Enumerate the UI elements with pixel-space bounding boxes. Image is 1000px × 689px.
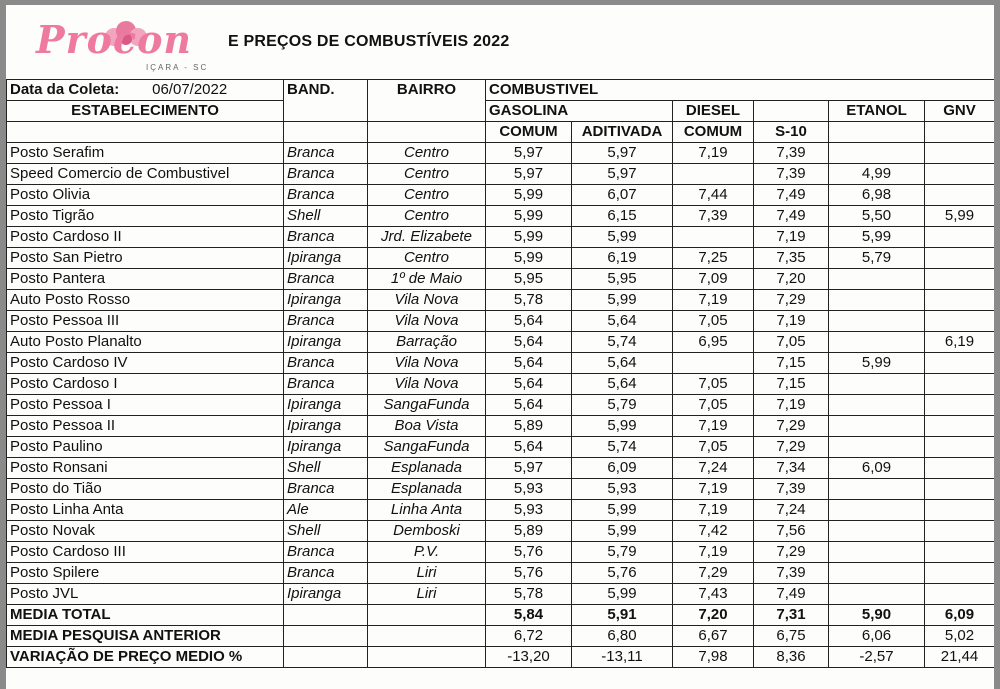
diesel-comum-header: COMUM — [673, 122, 754, 143]
station-bairro: Boa Vista — [368, 416, 486, 437]
price-gnv — [925, 248, 995, 269]
price-s10: 7,15 — [754, 374, 829, 395]
price-s10: 7,24 — [754, 500, 829, 521]
price-gnv — [925, 521, 995, 542]
price-etanol — [829, 437, 925, 458]
price-comum: 5,64 — [486, 353, 572, 374]
price-etanol — [829, 521, 925, 542]
station-name: Auto Posto Rosso — [7, 290, 284, 311]
media-total-row-gnv: 6,09 — [925, 605, 995, 626]
price-gnv — [925, 374, 995, 395]
station-name: Posto Pessoa I — [7, 395, 284, 416]
media-total-row-comum: 5,84 — [486, 605, 572, 626]
station-bairro: Centro — [368, 143, 486, 164]
station-band: Ipiranga — [284, 416, 368, 437]
price-s10: 7,29 — [754, 416, 829, 437]
price-gnv — [925, 143, 995, 164]
price-gnv — [925, 269, 995, 290]
media-anterior-row — [7, 626, 995, 647]
price-s10: 7,49 — [754, 206, 829, 227]
station-band: Ale — [284, 500, 368, 521]
station-bairro: Centro — [368, 185, 486, 206]
price-comum: 5,64 — [486, 395, 572, 416]
empty-cell — [368, 122, 486, 143]
station-bairro: Demboski — [368, 521, 486, 542]
header-row-2 — [7, 101, 995, 122]
station-bairro: SangaFunda — [368, 395, 486, 416]
bairro-header: BAIRRO — [368, 80, 486, 122]
price-aditivada: 6,15 — [572, 206, 673, 227]
price-gnv: 6,19 — [925, 332, 995, 353]
table-row — [7, 269, 995, 290]
price-s10: 7,19 — [754, 395, 829, 416]
price-s10: 7,39 — [754, 563, 829, 584]
price-comum: 5,99 — [486, 248, 572, 269]
variacao-row-diesel: 7,98 — [673, 647, 754, 668]
station-bairro: Esplanada — [368, 458, 486, 479]
station-name: Posto Cardoso II — [7, 227, 284, 248]
station-name: Posto Pantera — [7, 269, 284, 290]
station-band: Branca — [284, 185, 368, 206]
price-etanol: 5,79 — [829, 248, 925, 269]
station-band: Ipiranga — [284, 290, 368, 311]
price-aditivada: 6,07 — [572, 185, 673, 206]
station-bairro: Barração — [368, 332, 486, 353]
station-bairro: Vila Nova — [368, 374, 486, 395]
price-gnv — [925, 416, 995, 437]
table-row — [7, 437, 995, 458]
price-etanol — [829, 416, 925, 437]
price-aditivada: 5,97 — [572, 143, 673, 164]
price-diesel: 7,25 — [673, 248, 754, 269]
price-aditivada: 5,79 — [572, 395, 673, 416]
price-gnv — [925, 437, 995, 458]
station-band: Branca — [284, 563, 368, 584]
price-diesel: 7,39 — [673, 206, 754, 227]
station-band: Ipiranga — [284, 395, 368, 416]
price-comum: 5,64 — [486, 437, 572, 458]
price-s10: 7,56 — [754, 521, 829, 542]
price-aditivada: 5,64 — [572, 311, 673, 332]
price-comum: 5,64 — [486, 332, 572, 353]
price-comum: 5,93 — [486, 500, 572, 521]
station-band: Ipiranga — [284, 248, 368, 269]
station-name: Posto Paulino — [7, 437, 284, 458]
price-aditivada: 5,64 — [572, 374, 673, 395]
price-diesel: 7,05 — [673, 395, 754, 416]
price-diesel: 7,29 — [673, 563, 754, 584]
price-gnv — [925, 227, 995, 248]
table-row — [7, 458, 995, 479]
gasolina-aditivada-header: ADITIVADA — [572, 122, 673, 143]
media-anterior-row-aditivada: 6,80 — [572, 626, 673, 647]
price-etanol — [829, 311, 925, 332]
price-s10: 7,29 — [754, 290, 829, 311]
price-aditivada: 5,95 — [572, 269, 673, 290]
price-diesel: 7,24 — [673, 458, 754, 479]
station-bairro: Vila Nova — [368, 290, 486, 311]
empty-cell — [7, 122, 284, 143]
band-header: BAND. — [284, 80, 368, 122]
station-band: Shell — [284, 521, 368, 542]
price-etanol — [829, 269, 925, 290]
media-total-row-aditivada: 5,91 — [572, 605, 673, 626]
table-row — [7, 290, 995, 311]
station-name: Posto Pessoa II — [7, 416, 284, 437]
logo-subtitle: IÇARA - SC — [146, 63, 209, 72]
media-anterior-row-s10: 6,75 — [754, 626, 829, 647]
price-comum: 5,93 — [486, 479, 572, 500]
price-etanol — [829, 290, 925, 311]
station-band: Branca — [284, 479, 368, 500]
price-comum: 5,76 — [486, 542, 572, 563]
header-row-1 — [7, 80, 995, 101]
station-bairro: 1º de Maio — [368, 269, 486, 290]
price-gnv — [925, 185, 995, 206]
table-row — [7, 248, 995, 269]
variacao-row-etanol: -2,57 — [829, 647, 925, 668]
station-bairro: SangaFunda — [368, 437, 486, 458]
price-diesel — [673, 164, 754, 185]
diesel-s10-header: S-10 — [754, 122, 829, 143]
station-name: Posto Spilere — [7, 563, 284, 584]
price-diesel: 7,19 — [673, 542, 754, 563]
gnv-header: GNV — [925, 101, 995, 122]
date-cell — [7, 80, 284, 101]
price-aditivada: 5,99 — [572, 290, 673, 311]
price-aditivada: 5,99 — [572, 416, 673, 437]
table-row — [7, 353, 995, 374]
diesel-header: DIESEL — [673, 101, 754, 122]
price-gnv — [925, 563, 995, 584]
media-total-row — [7, 605, 995, 626]
station-name: Posto Tigrão — [7, 206, 284, 227]
price-gnv — [925, 395, 995, 416]
table-row — [7, 374, 995, 395]
station-band: Branca — [284, 542, 368, 563]
price-diesel: 7,44 — [673, 185, 754, 206]
table-row — [7, 185, 995, 206]
price-diesel: 7,19 — [673, 500, 754, 521]
table-row — [7, 143, 995, 164]
price-comum: 5,76 — [486, 563, 572, 584]
price-comum: 5,99 — [486, 206, 572, 227]
price-s10: 7,29 — [754, 542, 829, 563]
price-comum: 5,89 — [486, 521, 572, 542]
media-anterior-row-comum: 6,72 — [486, 626, 572, 647]
station-band: Ipiranga — [284, 584, 368, 605]
station-name: Posto Cardoso III — [7, 542, 284, 563]
table-row — [7, 479, 995, 500]
media-total-row-etanol: 5,90 — [829, 605, 925, 626]
price-diesel: 7,09 — [673, 269, 754, 290]
station-band: Shell — [284, 458, 368, 479]
table-row — [7, 542, 995, 563]
station-name: Posto Pessoa III — [7, 311, 284, 332]
price-gnv — [925, 584, 995, 605]
price-comum: 5,78 — [486, 584, 572, 605]
price-aditivada: 5,99 — [572, 500, 673, 521]
price-diesel: 7,19 — [673, 479, 754, 500]
station-name: Posto Olivia — [7, 185, 284, 206]
empty-cell — [284, 122, 368, 143]
empty-cell — [829, 122, 925, 143]
empty-cell — [284, 647, 368, 668]
price-s10: 7,15 — [754, 353, 829, 374]
price-s10: 7,35 — [754, 248, 829, 269]
price-comum: 5,97 — [486, 458, 572, 479]
table-row — [7, 500, 995, 521]
table-row — [7, 395, 995, 416]
media-anterior-row-gnv: 5,02 — [925, 626, 995, 647]
table-row — [7, 521, 995, 542]
variacao-row-comum: -13,20 — [486, 647, 572, 668]
price-s10: 7,49 — [754, 584, 829, 605]
price-gnv — [925, 353, 995, 374]
price-s10: 7,29 — [754, 437, 829, 458]
document-sheet — [6, 5, 994, 689]
station-band: Branca — [284, 227, 368, 248]
station-name: Posto Cardoso I — [7, 374, 284, 395]
price-etanol: 5,99 — [829, 227, 925, 248]
variacao-row — [7, 647, 995, 668]
header-row-3 — [7, 122, 995, 143]
price-gnv — [925, 479, 995, 500]
price-s10: 7,39 — [754, 143, 829, 164]
variacao-row-label: VARIAÇÃO DE PREÇO MEDIO % — [7, 647, 284, 668]
price-etanol — [829, 143, 925, 164]
table-row — [7, 227, 995, 248]
price-comum: 5,97 — [486, 143, 572, 164]
date-value: 06/07/2022 — [152, 81, 228, 98]
price-s10: 7,19 — [754, 311, 829, 332]
price-diesel: 7,19 — [673, 416, 754, 437]
price-diesel: 7,19 — [673, 290, 754, 311]
variacao-row-aditivada: -13,11 — [572, 647, 673, 668]
price-etanol — [829, 332, 925, 353]
price-gnv: 5,99 — [925, 206, 995, 227]
procon-logo — [28, 17, 238, 73]
station-band: Branca — [284, 353, 368, 374]
estabelecimento-header: ESTABELECIMENTO — [7, 101, 284, 122]
price-comum: 5,97 — [486, 164, 572, 185]
empty-header-cell — [754, 101, 829, 122]
price-s10: 7,05 — [754, 332, 829, 353]
table-row — [7, 206, 995, 227]
station-bairro: Vila Nova — [368, 311, 486, 332]
price-aditivada: 5,99 — [572, 584, 673, 605]
price-etanol: 6,98 — [829, 185, 925, 206]
price-etanol: 4,99 — [829, 164, 925, 185]
price-comum: 5,78 — [486, 290, 572, 311]
price-diesel — [673, 353, 754, 374]
station-bairro: Centro — [368, 248, 486, 269]
etanol-header: ETANOL — [829, 101, 925, 122]
fuel-price-table — [6, 79, 994, 668]
empty-cell — [368, 647, 486, 668]
price-etanol: 6,09 — [829, 458, 925, 479]
variacao-row-s10: 8,36 — [754, 647, 829, 668]
price-aditivada: 5,64 — [572, 353, 673, 374]
price-gnv — [925, 458, 995, 479]
price-gnv — [925, 164, 995, 185]
date-label: Data da Coleta: — [10, 81, 120, 98]
price-etanol: 5,50 — [829, 206, 925, 227]
empty-cell — [368, 605, 486, 626]
price-gnv — [925, 500, 995, 521]
document-title: E PREÇOS DE COMBUSTÍVEIS 2022 — [228, 33, 510, 50]
price-comum: 5,95 — [486, 269, 572, 290]
media-total-row-label: MEDIA TOTAL — [7, 605, 284, 626]
price-diesel — [673, 227, 754, 248]
price-s10: 7,49 — [754, 185, 829, 206]
price-etanol — [829, 542, 925, 563]
price-s10: 7,39 — [754, 164, 829, 185]
gasolina-header: GASOLINA — [486, 101, 673, 122]
station-name: Speed Comercio de Combustivel — [7, 164, 284, 185]
price-aditivada: 5,93 — [572, 479, 673, 500]
station-band: Ipiranga — [284, 332, 368, 353]
table-row — [7, 332, 995, 353]
price-aditivada: 6,09 — [572, 458, 673, 479]
station-bairro: Liri — [368, 563, 486, 584]
station-bairro: Linha Anta — [368, 500, 486, 521]
price-gnv — [925, 290, 995, 311]
table-row — [7, 416, 995, 437]
price-diesel: 7,42 — [673, 521, 754, 542]
station-band: Shell — [284, 206, 368, 227]
media-total-row-s10: 7,31 — [754, 605, 829, 626]
price-diesel: 7,05 — [673, 374, 754, 395]
price-etanol — [829, 563, 925, 584]
price-etanol — [829, 479, 925, 500]
table-row — [7, 164, 995, 185]
price-etanol — [829, 500, 925, 521]
price-aditivada: 5,76 — [572, 563, 673, 584]
media-anterior-row-etanol: 6,06 — [829, 626, 925, 647]
empty-cell — [368, 626, 486, 647]
station-name: Posto Serafim — [7, 143, 284, 164]
station-band: Branca — [284, 164, 368, 185]
empty-cell — [284, 626, 368, 647]
price-gnv — [925, 311, 995, 332]
station-name: Posto Cardoso IV — [7, 353, 284, 374]
price-aditivada: 5,97 — [572, 164, 673, 185]
price-s10: 7,34 — [754, 458, 829, 479]
table-row — [7, 584, 995, 605]
station-bairro: Centro — [368, 206, 486, 227]
station-bairro: Liri — [368, 584, 486, 605]
price-gnv — [925, 542, 995, 563]
table-row — [7, 563, 995, 584]
price-diesel: 7,19 — [673, 143, 754, 164]
station-name: Posto JVL — [7, 584, 284, 605]
station-name: Posto San Pietro — [7, 248, 284, 269]
price-diesel: 7,05 — [673, 311, 754, 332]
station-name: Posto Ronsani — [7, 458, 284, 479]
station-name: Posto Novak — [7, 521, 284, 542]
station-band: Branca — [284, 374, 368, 395]
combustivel-header: COMBUSTIVEL — [486, 80, 995, 101]
price-s10: 7,39 — [754, 479, 829, 500]
price-etanol — [829, 584, 925, 605]
station-name: Posto do Tião — [7, 479, 284, 500]
gasolina-comum-header: COMUM — [486, 122, 572, 143]
price-aditivada: 5,79 — [572, 542, 673, 563]
price-aditivada: 5,99 — [572, 521, 673, 542]
station-band: Ipiranga — [284, 437, 368, 458]
media-anterior-row-label: MEDIA PESQUISA ANTERIOR — [7, 626, 284, 647]
media-total-row-diesel: 7,20 — [673, 605, 754, 626]
price-s10: 7,20 — [754, 269, 829, 290]
price-comum: 5,99 — [486, 185, 572, 206]
station-band: Branca — [284, 311, 368, 332]
price-aditivada: 5,74 — [572, 332, 673, 353]
price-diesel: 6,95 — [673, 332, 754, 353]
station-bairro: Esplanada — [368, 479, 486, 500]
price-comum: 5,99 — [486, 227, 572, 248]
variacao-row-gnv: 21,44 — [925, 647, 995, 668]
price-comum: 5,64 — [486, 311, 572, 332]
price-comum: 5,89 — [486, 416, 572, 437]
price-diesel: 7,43 — [673, 584, 754, 605]
price-aditivada: 5,74 — [572, 437, 673, 458]
price-comum: 5,64 — [486, 374, 572, 395]
station-bairro: Vila Nova — [368, 353, 486, 374]
empty-cell — [284, 605, 368, 626]
station-band: Branca — [284, 143, 368, 164]
station-bairro: Centro — [368, 164, 486, 185]
price-s10: 7,19 — [754, 227, 829, 248]
table-row — [7, 311, 995, 332]
price-etanol — [829, 395, 925, 416]
logo-text: Procon — [36, 17, 193, 62]
station-bairro: Jrd. Elizabete — [368, 227, 486, 248]
media-anterior-row-diesel: 6,67 — [673, 626, 754, 647]
price-aditivada: 5,99 — [572, 227, 673, 248]
price-etanol — [829, 374, 925, 395]
empty-cell — [925, 122, 995, 143]
price-etanol: 5,99 — [829, 353, 925, 374]
station-name: Auto Posto Planalto — [7, 332, 284, 353]
price-diesel: 7,05 — [673, 437, 754, 458]
station-band: Branca — [284, 269, 368, 290]
station-name: Posto Linha Anta — [7, 500, 284, 521]
station-bairro: P.V. — [368, 542, 486, 563]
price-aditivada: 6,19 — [572, 248, 673, 269]
